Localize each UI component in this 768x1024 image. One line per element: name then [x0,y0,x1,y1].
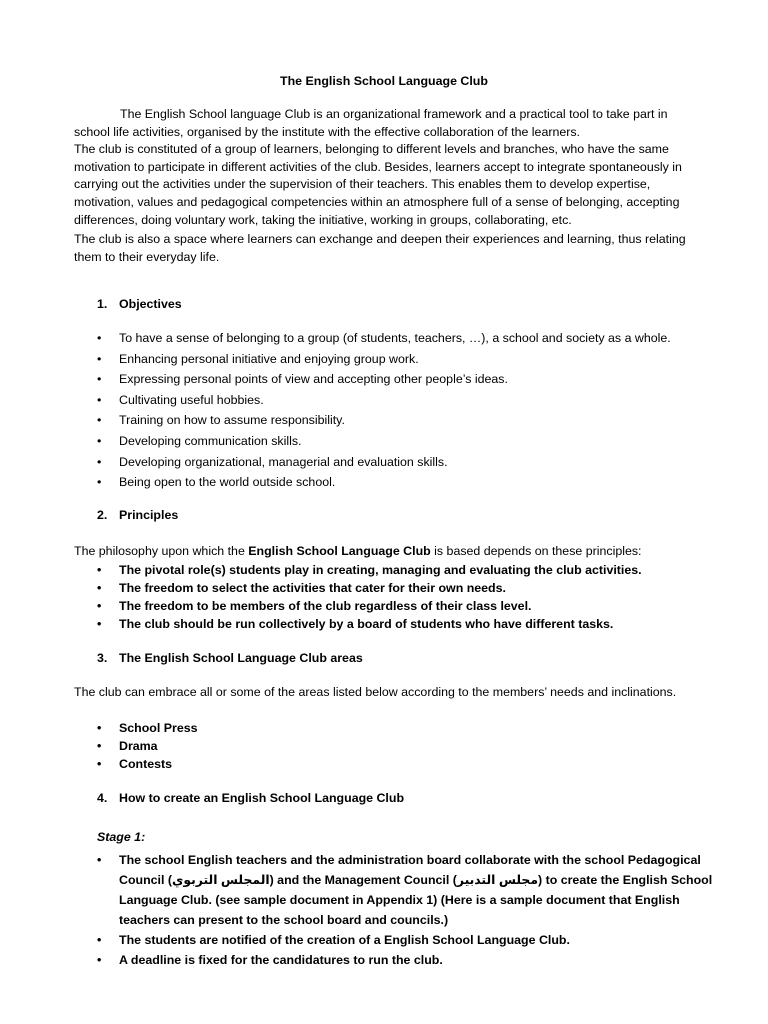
list-item: • Expressing personal points of view and accepting other people’s ideas. [97,369,717,390]
areas-lead: The club can embrace all or some of the areas listed below according to the members’ needs and inclinations. [74,685,677,699]
list-item: • Training on how to assume responsibility. [97,410,717,431]
list-item: • School Press [97,719,717,737]
list-item: • The freedom to be members of the club regardless of their class level. [97,597,717,615]
section-title: Objectives [119,297,182,311]
section-number: 2. [97,508,108,522]
section-title: Principles [119,508,179,522]
list-item: • Contests [97,755,717,773]
list-item: • Drama [97,737,717,755]
list-item: • The club should be run collectively by a board of students who have different tasks. [97,615,717,633]
section-heading-principles [97,508,178,522]
list-item: • The pivotal role(s) students play in creating, managing and evaluating the club activities. [97,561,717,579]
section-number: 3. [97,651,108,665]
list-item: • Being open to the world outside school. [97,472,717,493]
areas-list [97,719,717,773]
list-item: • The school English teachers and the administration board collaborate with the school Pedagogical Council (المجلس التربوي) and the Management Council (مجلس التدبير) to create the English School Language Club. (see sample document in Appendix 1) (Here is a sample document that English teachers can present to the school board and councils.) [97,850,717,930]
section-title: The English School Language Club areas [119,651,363,665]
section-heading-areas [97,651,363,665]
list-item: • The students are notified of the creation of a English School Language Club. [97,930,717,950]
list-item: • To have a sense of belonging to a group (of students, teachers, …), a school and society as a whole. [97,328,717,349]
intro-paragraph-3: The club is also a space where learners can exchange and deepen their experiences and learning, thus relating them to their everyday life. [74,232,686,264]
section-number: 4. [97,791,108,805]
list-item: • A deadline is fixed for the candidatures to run the club. [97,950,717,970]
lead-text: is based depends on these principles: [430,544,642,558]
principles-lead [74,543,694,561]
list-item: • Developing organizational, managerial and evaluation skills. [97,452,717,473]
lead-club-name: English School Language Club [248,544,431,558]
stage-heading: Stage 1: [97,830,146,844]
intro-paragraph-1: The English School language Club is an organizational framework and a practical tool to take part in school life activities, organised by the institute with the effective collaboration of the learners. [74,107,668,139]
principles-list [97,561,717,633]
objectives-list [97,328,717,493]
document-title: The English School Language Club [280,74,488,88]
list-item: • Developing communication skills. [97,431,717,452]
stage-1-list [97,850,717,970]
list-item: • The freedom to select the activities that cater for their own needs. [97,579,717,597]
section-heading-how-to-create [97,791,404,805]
section-title: How to create an English School Language Club [119,791,405,805]
list-item: • Cultivating useful hobbies. [97,390,717,411]
lead-text: The philosophy upon which the [74,544,249,558]
section-heading-objectives [97,297,182,311]
section-number: 1. [97,297,108,311]
intro-paragraph-2: The club is constituted of a group of learners, belonging to different levels and branches, who have the same motivation to participate in different activities of the club. Besides, learners accept to integrate spontaneously in carrying out the activities under the supervision of their teachers. This enables them to develop expertise, motivation, values and pedagogical competencies within an atmosphere full of a sense of belonging, accepting differences, doing voluntary work, taking the initiative, working in groups, collaborating, etc. [74,142,682,227]
intro-section [74,106,694,266]
list-item: • Enhancing personal initiative and enjoying group work. [97,349,717,370]
